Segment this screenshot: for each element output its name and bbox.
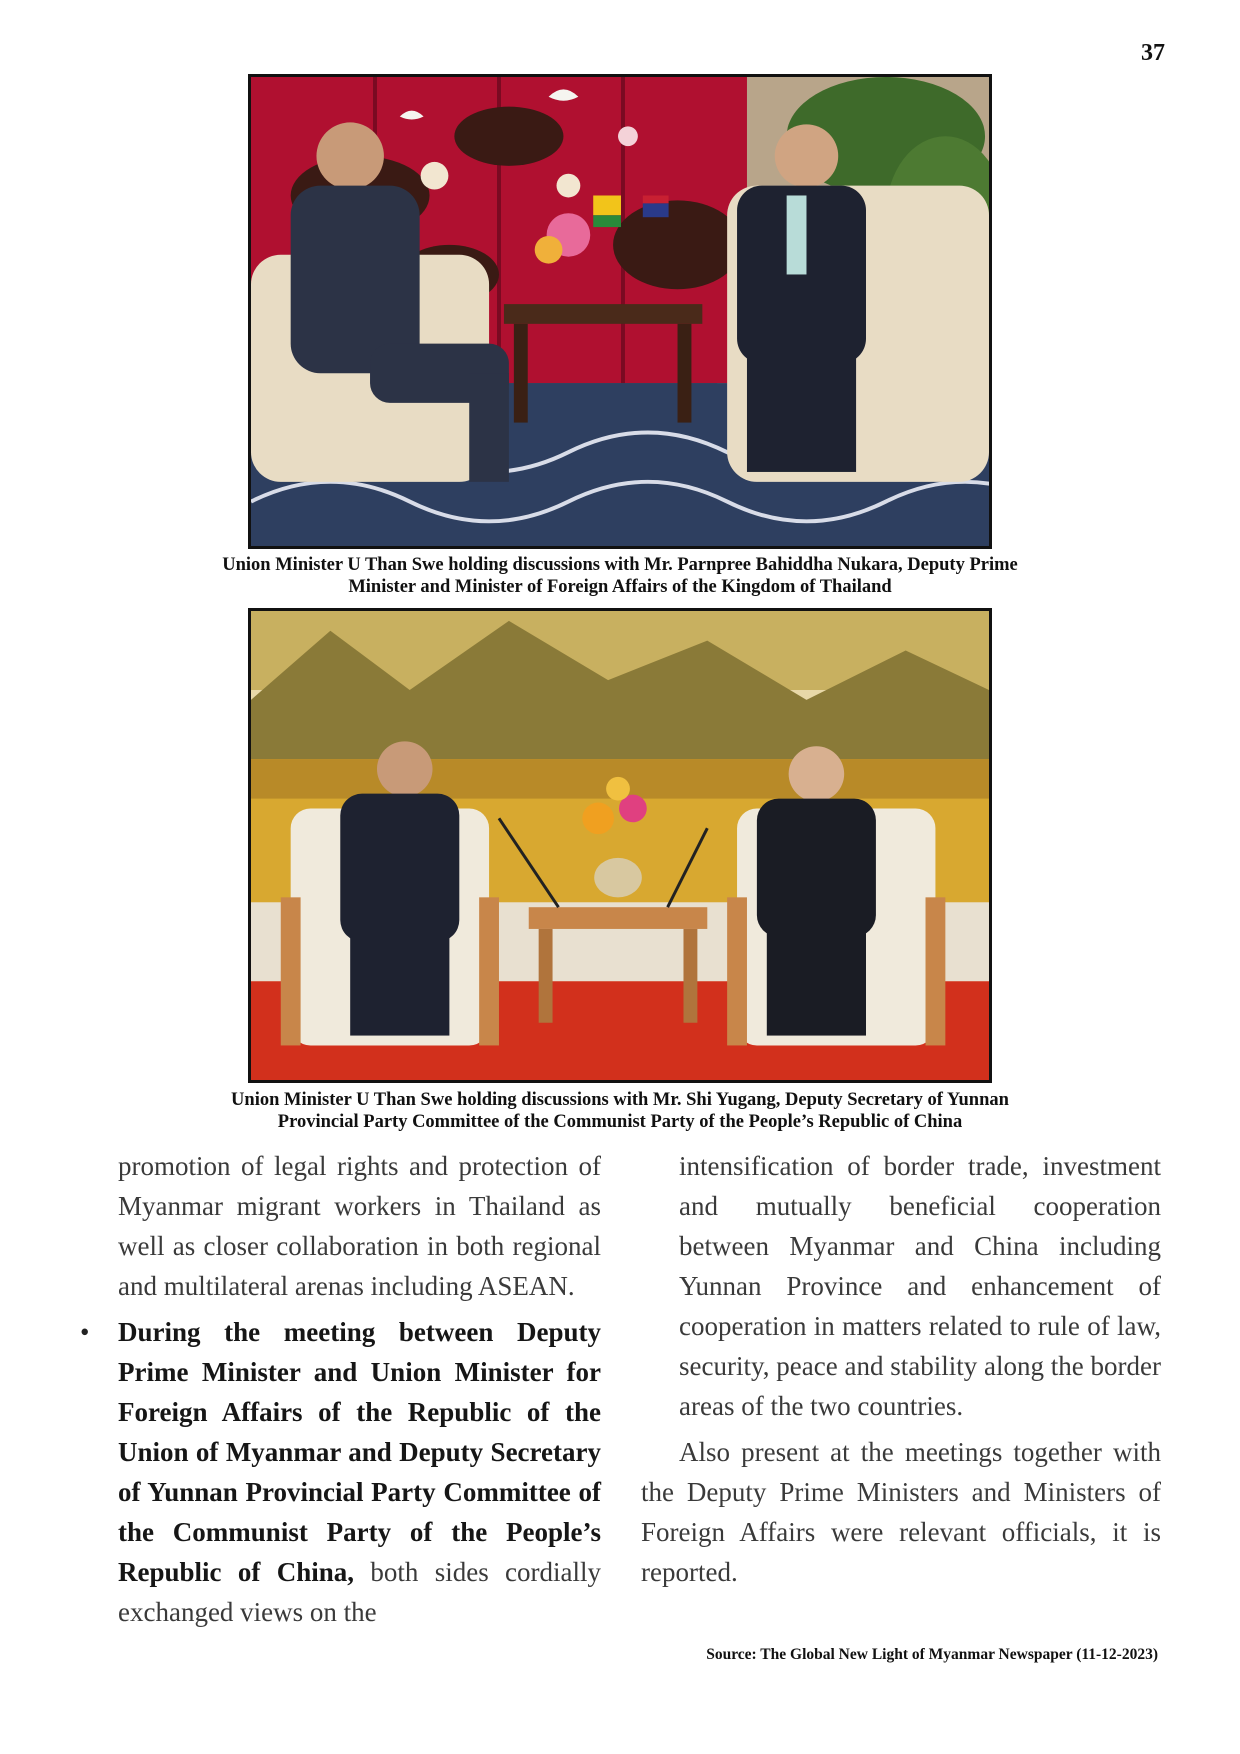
caption-line: Union Minister U Than Swe holding discussions with Mr. Parnpree Bahiddha Nukara, Deputy Prime: [222, 555, 1018, 575]
right-paragraph: intensification of border trade, investment and mutually beneficial cooperation between Myanmar and China including Yunnan Province and enhancement of cooperation in matters related to rule of law, security, peace and stability along the border areas of the two countries.: [679, 1151, 1161, 1421]
bullet-text: both sides cordially exchanged views on the: [118, 1557, 602, 1627]
photo-meeting-yunnan: [248, 608, 992, 1083]
source-credit: Source: The Global New Light of Myanmar Newspaper (11-12-2023): [706, 1646, 1158, 1663]
photo-meeting-thailand-image: [251, 77, 989, 546]
left-paragraph: promotion of legal rights and protection of Myanmar migrant workers in Thailand as well as closer collaboration in both regional and multilateral arenas including ASEAN.: [118, 1151, 601, 1301]
caption-meeting-thailand: [150, 554, 1090, 598]
right-paragraph-closing: Also present at the meetings together with the Deputy Prime Ministers and Ministers of Foreign Affairs were relevant officials, it is reported.: [641, 1437, 1161, 1587]
photo-meeting-yunnan-image: [251, 611, 989, 1080]
bullet-bold-text: During the meeting between Deputy Prime Minister and Union Minister for Foreign Affairs of the Republic of the Union of Myanmar and Deputy Secretary of Yunnan Provincial Party Committee of the Communist Party of the People’s Republic of China,: [118, 1317, 601, 1587]
caption-line: Provincial Party Committee of the Communist Party of the People’s Republic of China: [277, 1112, 963, 1132]
caption-meeting-yunnan: [150, 1089, 1090, 1133]
photo-meeting-thailand: [248, 74, 992, 549]
page-number: 37: [1141, 40, 1165, 66]
caption-line: Minister and Minister of Foreign Affairs of the Kingdom of Thailand: [348, 577, 892, 597]
caption-line: Union Minister U Than Swe holding discussions with Mr. Shi Yugang, Deputy Secretary of Yunnan: [231, 1090, 1009, 1110]
right-column: [641, 1146, 1161, 1592]
bullet-item: [80, 1312, 602, 1632]
bullet-symbol: •: [80, 1317, 90, 1347]
left-column: [80, 1146, 602, 1632]
